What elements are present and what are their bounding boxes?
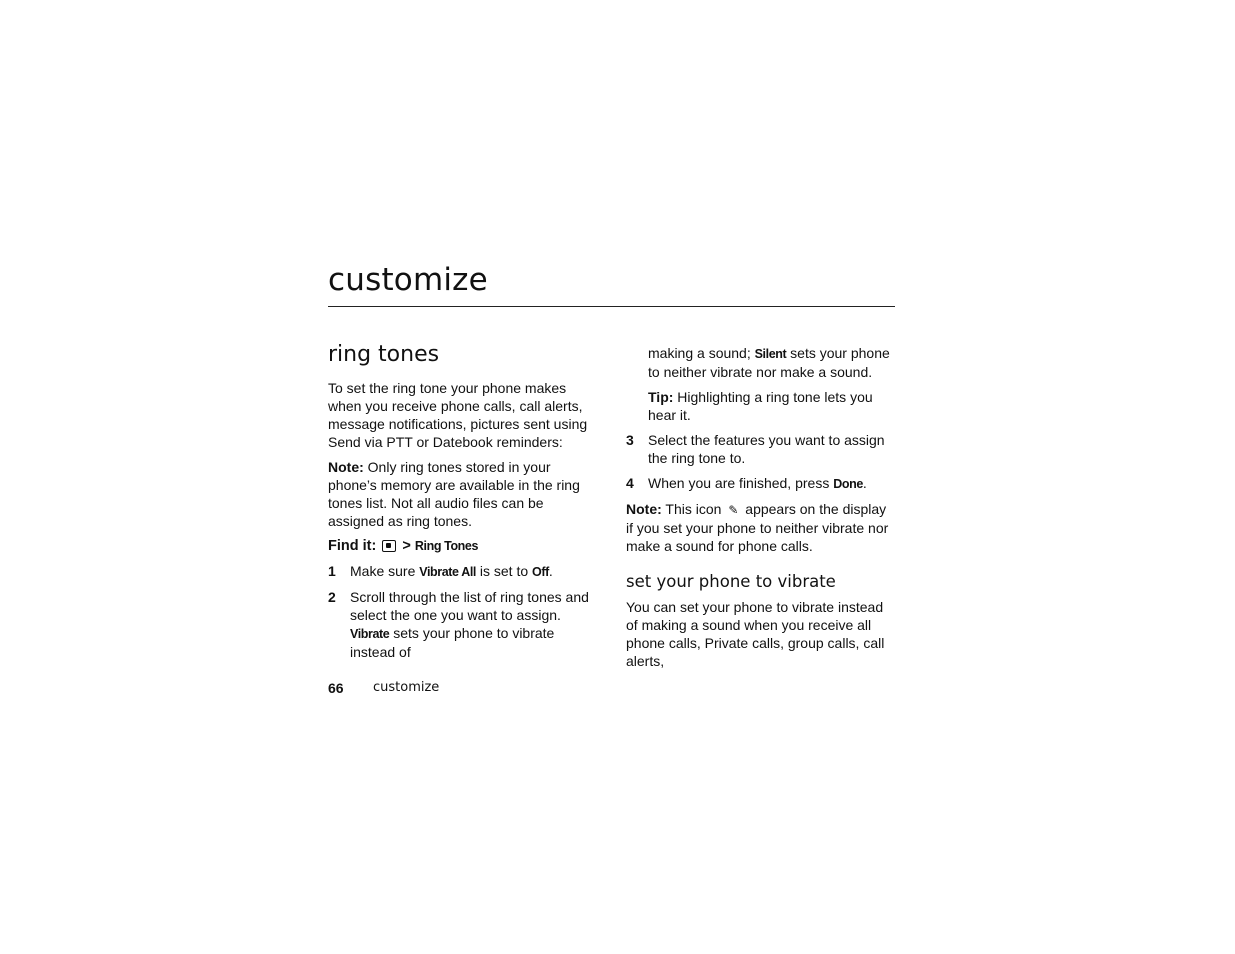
menu-key-icon (382, 540, 396, 552)
vibrate-paragraph: You can set your phone to vibrate instead of making a sound when you receive all phone calls, Private calls, group calls, call alerts, (626, 599, 885, 669)
menu-term: Off (532, 565, 549, 579)
step-text-part: making a sound; (648, 345, 755, 361)
step-number: 3 (626, 432, 634, 448)
step-text (350, 562, 598, 581)
page-title: customize (328, 262, 488, 298)
tip-text: Highlighting a ring tone lets you hear it. (648, 389, 873, 423)
note-label: Note: (328, 459, 364, 475)
title-divider (328, 306, 895, 307)
note-paragraph-2 (626, 500, 896, 555)
left-column (328, 340, 598, 668)
note-label: Note: (626, 501, 662, 517)
step-2-continued (626, 344, 896, 381)
menu-term: Done (833, 477, 863, 491)
step-text-part: Make sure (350, 563, 420, 579)
page-number: 66 (328, 680, 344, 696)
note-paragraph (328, 458, 598, 530)
note-text: appears on the display if you set your phone to neither vibrate nor make a sound for phone calls. (626, 501, 889, 554)
find-it-separator: > (398, 538, 415, 554)
footer-label: customize (373, 680, 440, 695)
step-text (350, 588, 598, 661)
menu-term: Vibrate All (419, 565, 476, 579)
step-text-part: is set to (475, 563, 533, 579)
note-text: This icon (661, 501, 726, 517)
step-3 (626, 431, 896, 467)
step-number: 4 (626, 475, 634, 491)
step-text-part: . (548, 563, 553, 579)
find-it-menu-item: Ring Tones (414, 539, 479, 553)
tip-label: Tip: (648, 389, 674, 405)
menu-term: Silent (754, 347, 787, 361)
step-2 (328, 588, 598, 661)
step-number: 1 (328, 563, 336, 579)
step-text-part: . (862, 475, 867, 491)
step-number: 2 (328, 589, 336, 605)
step-text: Select the features you want to assign the ring tone to. (648, 432, 885, 466)
step-text-part: sets your phone to vibrate instead of (350, 625, 555, 660)
step-text-part: When you are finished, press (648, 475, 834, 491)
note-text: Only ring tones stored in your phone’s memory are available in the ring tones list. Not all audio files can be assigned as ring tones. (328, 459, 580, 529)
silent-icon: ✎ (728, 503, 739, 517)
section-heading: ring tones (328, 342, 440, 367)
step-1 (328, 562, 598, 581)
step-text-part: Scroll through the list of ring tones and select the one you want to assign. (350, 589, 589, 623)
right-column (626, 344, 896, 677)
step-4 (626, 474, 896, 493)
subsection-heading: set your phone to vibrate (626, 572, 836, 591)
menu-term: Vibrate (350, 627, 390, 641)
tip-paragraph (626, 388, 896, 424)
find-it-path (328, 537, 598, 555)
step-text (648, 474, 896, 493)
intro-paragraph: To set the ring tone your phone makes when you receive phone calls, call alerts, message notifications, pictures sent using Send via PTT or Datebook reminders: (328, 380, 588, 450)
find-it-label: Find it: (328, 538, 377, 554)
step-text-part: sets your phone to neither vibrate nor make a sound. (648, 345, 890, 380)
